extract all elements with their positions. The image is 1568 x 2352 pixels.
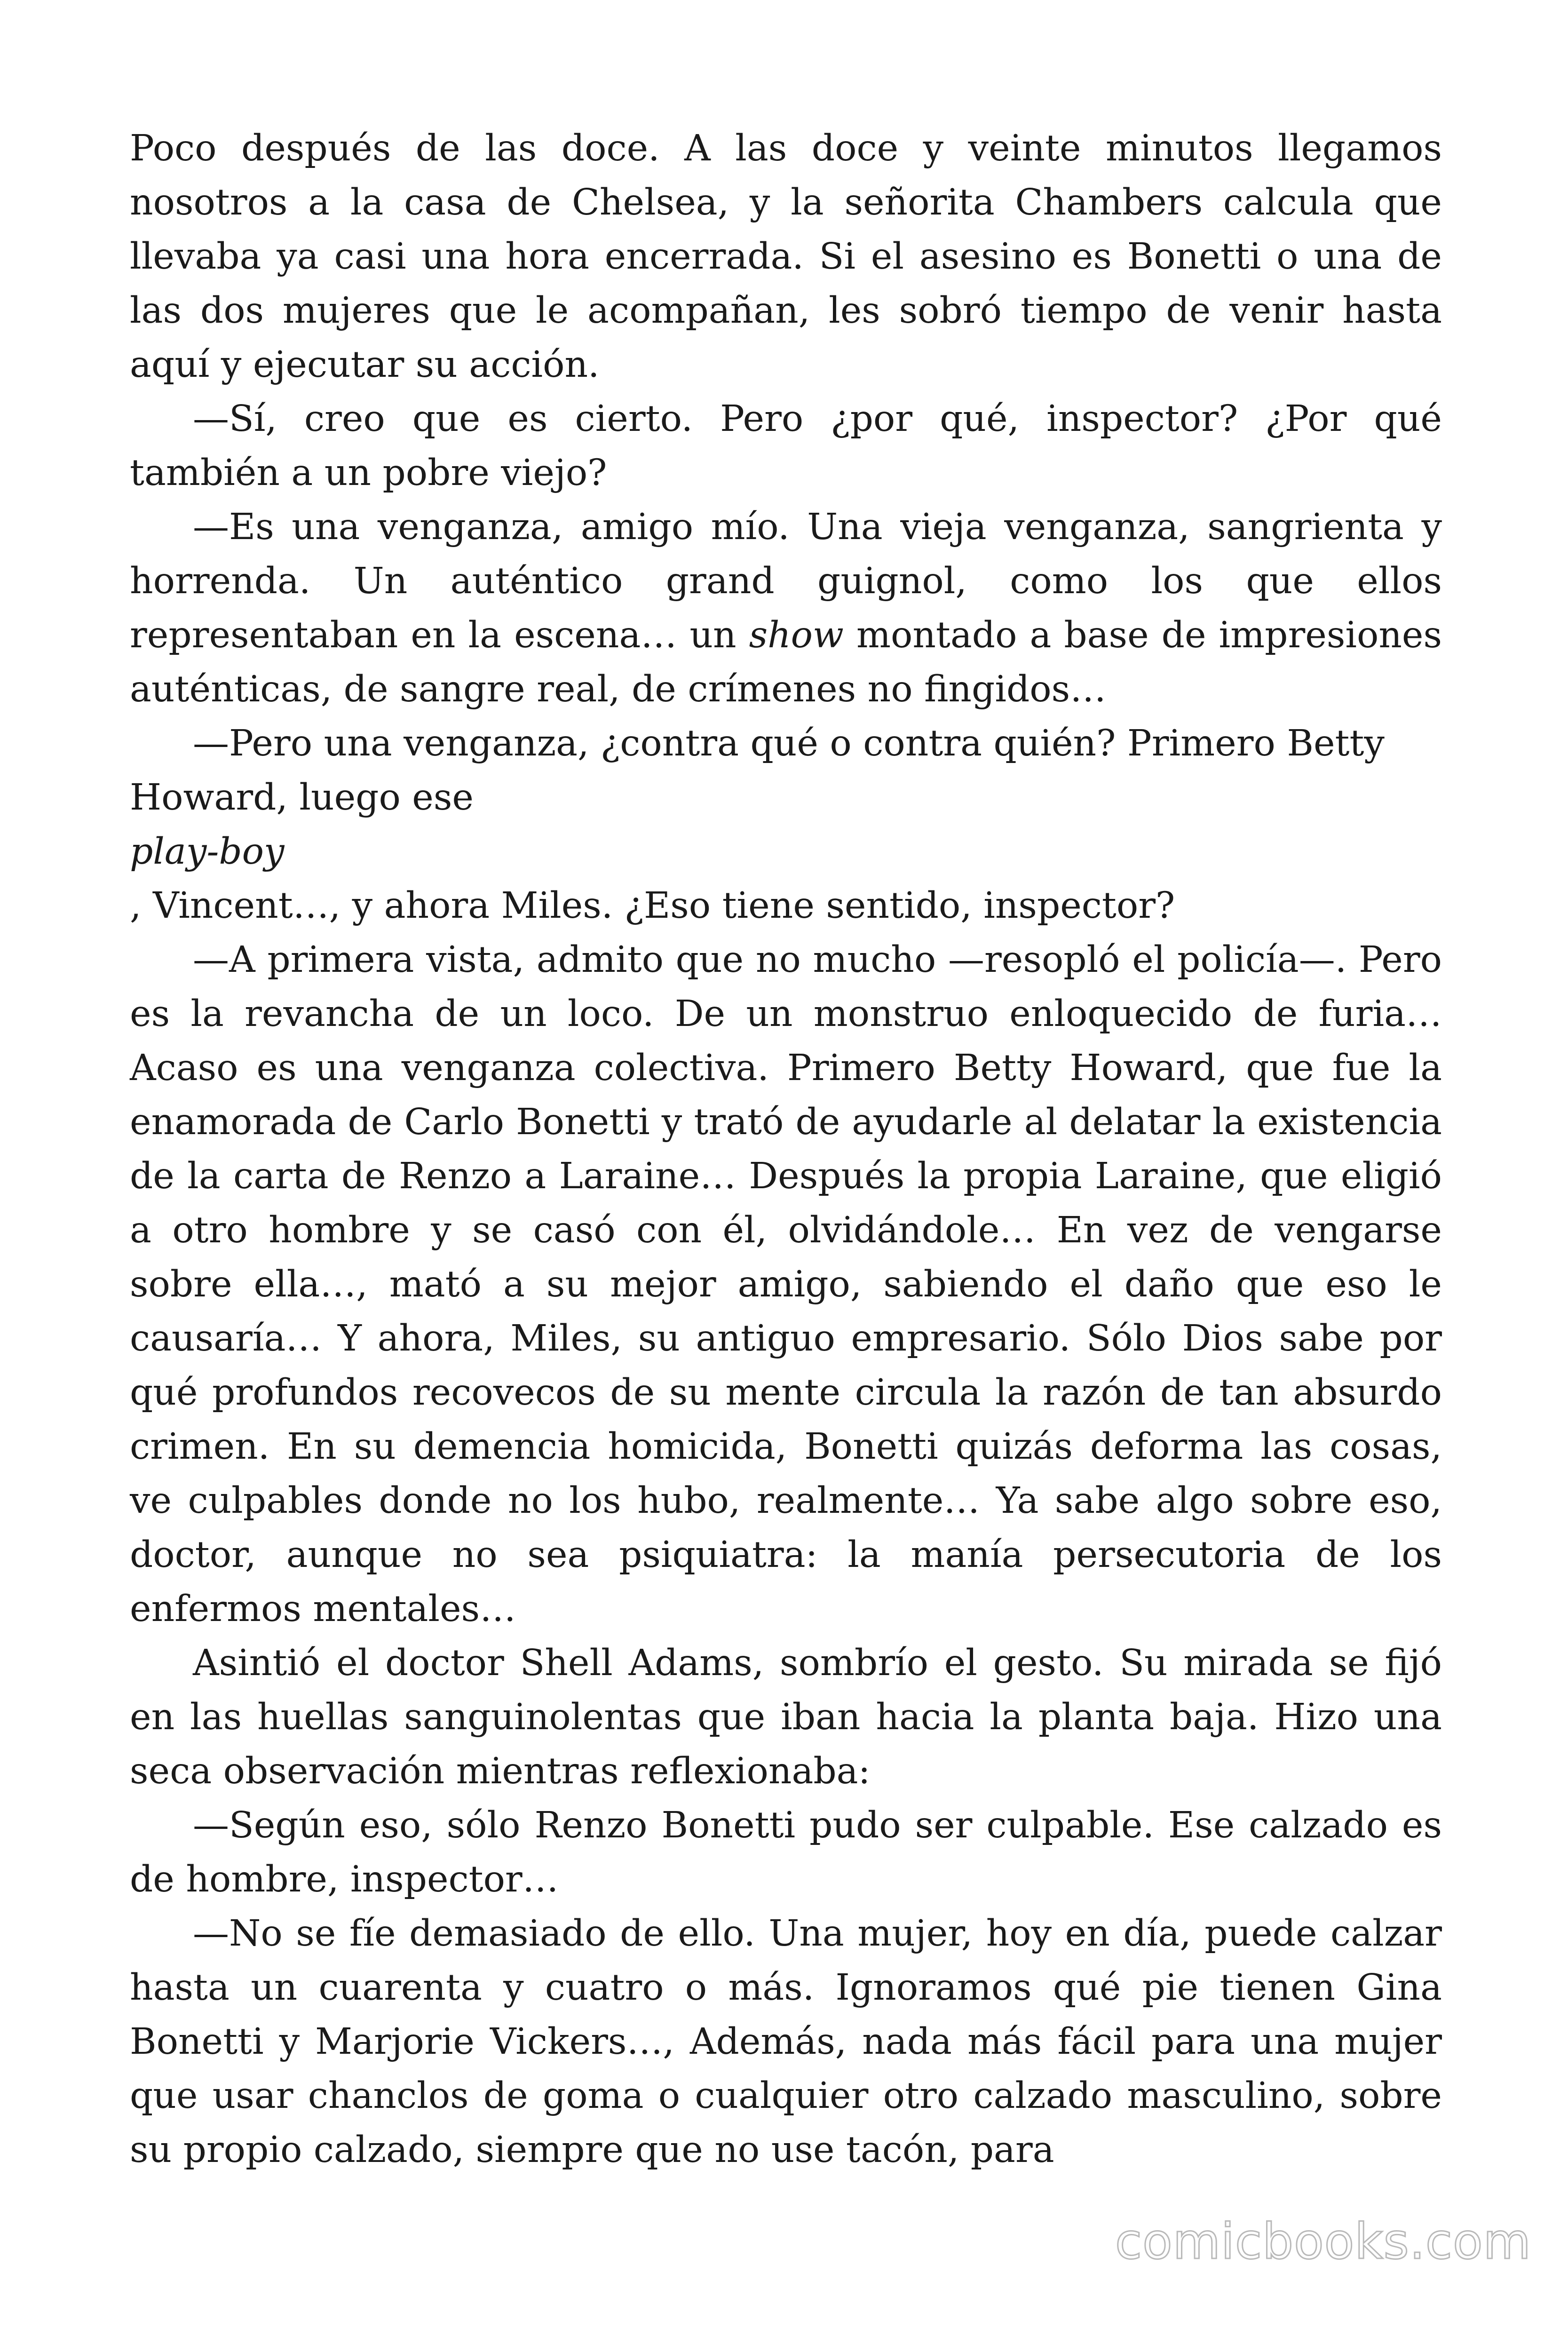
paragraph-4: —Pero una venganza, ¿contra qué o contra quién? Primero Betty Howard, luego ese: [130, 723, 1385, 818]
paragraph-2: —Sí, creo que es cierto. Pero ¿por qué, inspector? ¿Por qué también a un pobre viejo?: [130, 398, 1442, 494]
paragraph-10: —No se fíe demasiado de ello. Una mujer, hoy en día, puede calzar hasta un cuarenta y cuatro o más. Ignoramos qué pie tienen Gina Bonetti y Marjorie Vickers…, Además, nada más fácil para una mujer que usar chanclos de goma o cualquier otro calzado masculino, sobre su propio calzado, siempre que no use tacón, para: [130, 1913, 1442, 2171]
paragraph-7: —A primera vista, admito que no mucho —resopló el policía—. Pero es la revancha de un loco. De un monstruo enloquecido de furia… Acaso es una venganza colectiva. Primero Betty Howard, que fue la enamorada de Carlo Bonetti y trató de ayudarle al delatar la existencia de la carta de Renzo a Laraine… Después la propia Laraine, que eligió a otro hombre y se casó con él, olvidándole… En vez de vengarse sobre ella…, mató a su mejor amigo, sabiendo el daño que eso le causaría… Y ahora, Miles, su antiguo empresario. Sólo Dios sabe por qué profundos recovecos de su mente circula la razón de tan absurdo crimen. En su demencia homicida, Bonetti quizás deforma las cosas, ve culpables donde no los hubo, realmente… Ya sabe algo sobre eso, doctor, aunque no sea psiquiatra: la manía persecutoria de los enfermos mentales…: [130, 939, 1442, 1630]
paragraph-3-part-1: —Es una venganza, amigo mío. Una vieja venganza, sangrienta y horrenda. Un auténtico grand guignol, como los que ellos representaban en la escena… un: [130, 506, 1442, 656]
paragraph-5: play-boy: [130, 831, 285, 873]
paragraph-6: , Vincent…, y ahora Miles. ¿Eso tiene sentido, inspector?: [130, 885, 1175, 927]
paragraph-8: Asintió el doctor Shell Adams, sombrío el gesto. Su mirada se fijó en las huellas sanguinolentas que iban hacia la planta baja. Hizo una seca observación mientras reflexionaba:: [130, 1642, 1442, 1792]
paragraph-1: Poco después de las doce. A las doce y veinte minutos llegamos nosotros a la casa de Chelsea, y la señorita Chambers calcula que llevaba ya casi una hora encerrada. Si el asesino es Bonetti o una de las dos mujeres que le acompañan, les sobró tiempo de venir hasta aquí y ejecutar su acción.: [130, 127, 1442, 386]
paragraph-3-emphasis: show: [749, 614, 844, 656]
paragraph-3: [130, 500, 1442, 716]
paragraph-3-part-2: montado a base de impresiones auténticas, de sangre real, de crímenes no fingidos…: [130, 614, 1442, 710]
paragraph-9: —Según eso, sólo Renzo Bonetti pudo ser culpable. Ese calzado es de hombre, inspector…: [130, 1804, 1442, 1900]
watermark: comicbooks.com: [1115, 2213, 1531, 2270]
page-body: [130, 121, 1442, 2177]
